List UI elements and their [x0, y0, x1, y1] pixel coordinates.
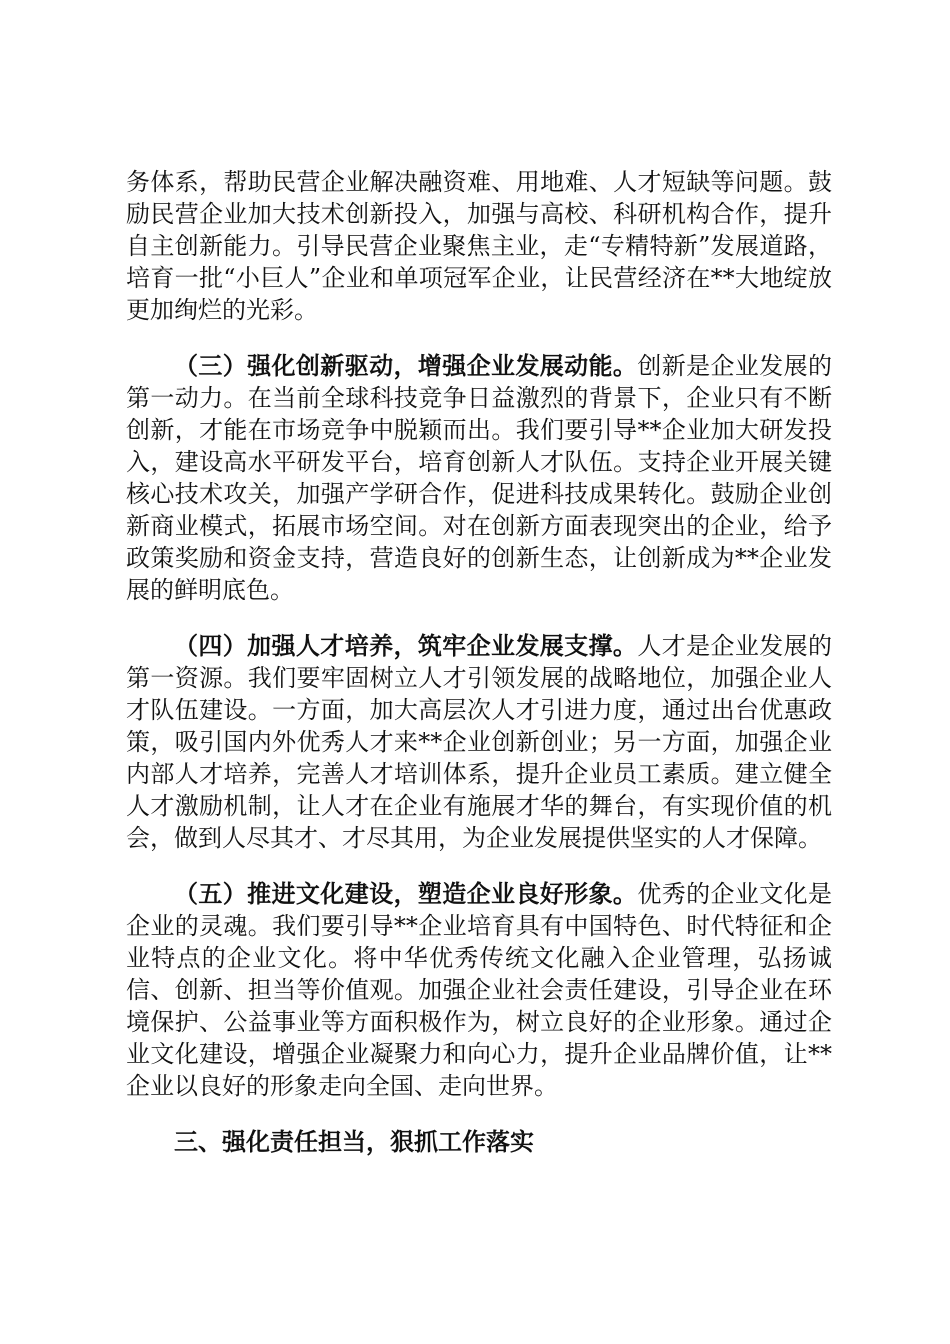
- paragraph-text: 人才是企业发展的第一资源。我们要牢固树立人才引领发展的战略地位，加强企业人才队伍建设。一方面，加大高层次人才引进力度，通过出台优惠政策，吸引国内外优秀人才来**企业创新创业；另一方面，加强企业内部人才培养，完善人才培训体系，提升企业员工素质。建立健全人才激励机制，让人才在企业有施展才华的舞台，有实现价值的机会，做到人尽其才、才尽其用，为企业发展提供坚实的人才保障。: [126, 632, 833, 852]
- paragraph-innovation: [126, 350, 832, 606]
- document-body: [126, 166, 832, 1158]
- paragraph-culture: [126, 878, 832, 1102]
- section-heading: 三、强化责任担当，狠抓工作落实: [174, 1128, 534, 1156]
- paragraph-lead: （四）加强人才培养，筑牢企业发展支撑。: [174, 631, 638, 660]
- paragraph-text: 创新是企业发展的第一动力。在当前全球科技竞争日益激烈的背景下，企业只有不断创新，才能在市场竞争中脱颖而出。我们要引导**企业加大研发投入，建设高水平研发平台，培育创新人才队伍。支持企业开展关键核心技术攻关，加强产学研合作，促进科技成果转化。鼓励企业创新商业模式，拓展市场空间。对在创新方面表现突出的企业，给予政策奖励和资金支持，营造良好的创新生态，让创新成为**企业发展的鲜明底色。: [126, 352, 833, 604]
- paragraph-text: 优秀的企业文化是企业的灵魂。我们要引导**企业培育具有中国特色、时代特征和企业特点的企业文化。将中华优秀传统文化融入企业管理，弘扬诚信、创新、担当等价值观。加强企业社会责任建设，引导企业在环境保护、公益事业等方面积极作为，树立良好的企业形象。通过企业文化建设，增强企业凝聚力和向心力，提升企业品牌价值，让**企业以良好的形象走向全国、走向世界。: [126, 880, 833, 1100]
- paragraph-lead: （五）推进文化建设，塑造企业良好形象。: [174, 879, 638, 908]
- paragraph-lead: （三）强化创新驱动，增强企业发展动能。: [174, 351, 638, 380]
- paragraph-talent: [126, 630, 832, 854]
- paragraph-text: 务体系，帮助民营企业解决融资难、用地难、人才短缺等问题。鼓励民营企业加大技术创新投入，加强与高校、科研机构合作，提升自主创新能力。引导民营企业聚焦主业，走“专精特新”发展道路，培育一批“小巨人”企业和单项冠军企业，让民营经济在**大地绽放更加绚烂的光彩。: [126, 168, 832, 324]
- paragraph-continuation: [126, 166, 832, 326]
